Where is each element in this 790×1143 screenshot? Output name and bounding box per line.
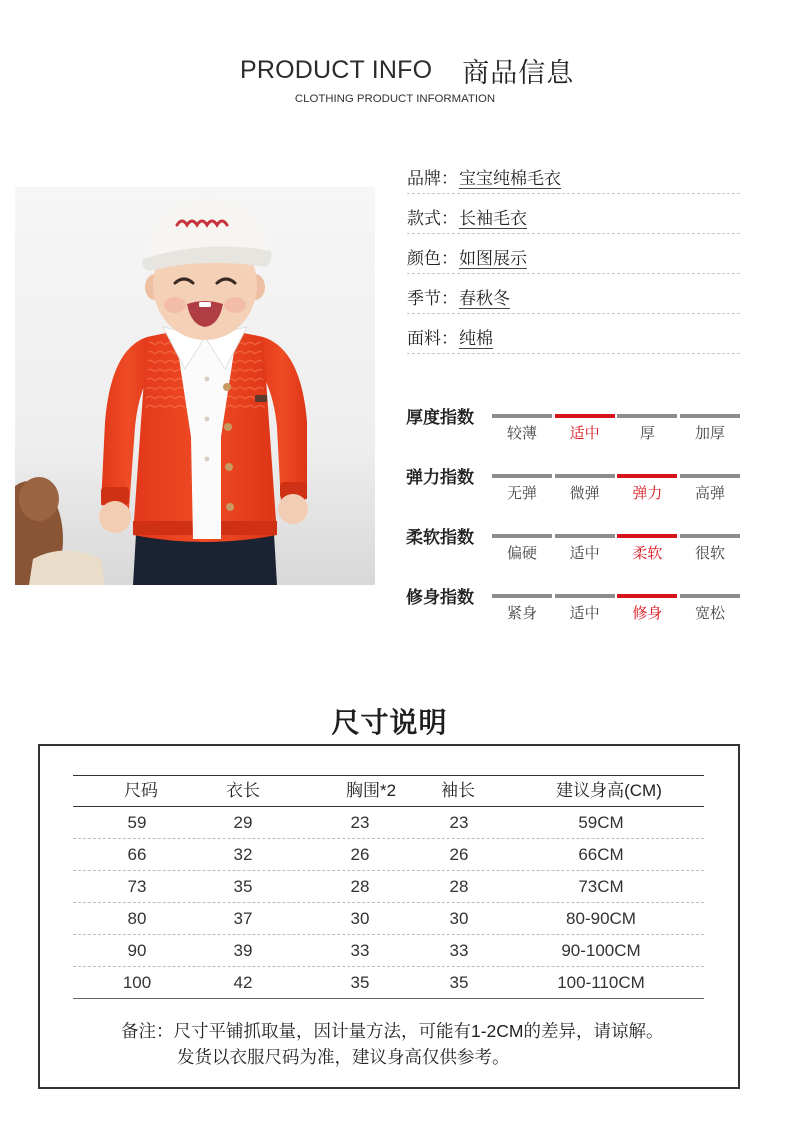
table-row	[73, 935, 704, 967]
table-header-cell: 建议身高(CM)	[556, 781, 662, 800]
size-chart-title: 尺寸说明	[331, 707, 448, 738]
index-block	[406, 526, 740, 566]
table-row	[73, 807, 704, 839]
index-bar-segment	[680, 594, 740, 598]
info-label: 颜色：	[407, 249, 458, 268]
table-cell: 37	[233, 909, 253, 928]
index-option-selected: 修身	[632, 605, 663, 622]
product-photo	[15, 187, 375, 585]
table-header-cell: 胸围*2	[345, 781, 397, 800]
product-index-list	[406, 406, 740, 636]
table-header-cell: 衣长	[226, 781, 260, 800]
table-header-row	[73, 775, 704, 807]
table-cell: 66CM	[578, 845, 624, 864]
index-option-selected: 柔软	[632, 545, 663, 562]
index-bar-segment	[680, 534, 740, 538]
index-block	[406, 466, 740, 506]
info-row	[407, 279, 740, 314]
index-option: 微弹	[569, 485, 600, 502]
index-bar-segment	[492, 594, 552, 598]
index-bar-segment-selected	[617, 594, 677, 598]
size-note-line-1: 备注：尺寸平铺抓取量，因计量方法，可能有1-2CM的差异，请谅解。	[121, 1021, 664, 1041]
table-cell: 66	[127, 845, 147, 864]
info-row	[407, 239, 740, 274]
table-cell: 23	[350, 813, 370, 832]
index-option: 无弹	[506, 485, 537, 502]
info-row	[407, 159, 740, 194]
info-label: 款式：	[407, 209, 458, 228]
table-cell: 100	[122, 973, 152, 992]
table-cell: 30	[449, 909, 469, 928]
index-option: 适中	[569, 605, 600, 622]
index-option: 较薄	[506, 425, 537, 442]
size-note-line-2: 发货以衣服尺码为准，建议身高仅供参考。	[177, 1047, 510, 1067]
index-option-selected: 弹力	[632, 485, 663, 502]
index-block	[406, 586, 740, 626]
index-bar-segment	[617, 414, 677, 418]
page-title-cn: 商品信息	[462, 57, 575, 88]
table-cell: 80-90CM	[566, 909, 636, 928]
index-bar-segment	[492, 534, 552, 538]
table-row	[73, 871, 704, 903]
index-bar-segment	[555, 534, 615, 538]
index-option: 很软	[694, 545, 725, 562]
index-bar-segment	[555, 594, 615, 598]
index-bar-segment	[680, 414, 740, 418]
info-value: 纯棉	[459, 329, 493, 348]
index-option: 宽松	[694, 605, 725, 622]
table-cell: 59CM	[578, 813, 624, 832]
page-title-en: PRODUCT INFO	[240, 55, 433, 84]
info-value: 春秋冬	[459, 289, 510, 308]
table-cell: 73	[127, 877, 147, 896]
table-cell: 100-110CM	[557, 973, 645, 992]
index-option: 紧身	[506, 605, 537, 622]
table-cell: 26	[449, 845, 469, 864]
table-cell: 28	[350, 877, 370, 896]
table-cell: 59	[127, 813, 147, 832]
index-bar-segment	[492, 474, 552, 478]
table-cell: 80	[127, 909, 147, 928]
table-cell: 23	[449, 813, 469, 832]
index-option: 适中	[569, 545, 600, 562]
index-bar-segment	[555, 474, 615, 478]
index-option: 偏硬	[506, 545, 537, 562]
table-cell: 33	[350, 941, 370, 960]
table-cell: 73CM	[578, 877, 624, 896]
index-block	[406, 406, 740, 446]
table-cell: 32	[233, 845, 253, 864]
page-subtitle: CLOTHING PRODUCT INFORMATION	[294, 93, 496, 105]
table-row	[73, 903, 704, 935]
index-bar-segment-selected	[617, 534, 677, 538]
table-cell: 35	[233, 877, 253, 896]
index-option: 厚	[639, 425, 655, 442]
table-cell: 29	[233, 813, 253, 832]
table-row	[73, 967, 704, 999]
info-value: 长袖毛衣	[459, 209, 527, 228]
table-cell: 33	[449, 941, 469, 960]
index-bar-segment-selected	[617, 474, 677, 478]
table-cell: 28	[449, 877, 469, 896]
info-label: 品牌：	[407, 169, 458, 188]
info-value: 宝宝纯棉毛衣	[459, 169, 561, 188]
index-label: 厚度指数	[406, 408, 474, 427]
info-row	[407, 319, 740, 354]
table-cell: 42	[233, 973, 253, 992]
info-label: 季节：	[407, 289, 458, 308]
index-bar-segment-selected	[555, 414, 615, 418]
table-row	[73, 839, 704, 871]
table-cell: 39	[233, 941, 253, 960]
page-title	[240, 53, 574, 87]
index-label: 修身指数	[406, 588, 474, 607]
info-row	[407, 199, 740, 234]
index-option: 高弹	[694, 485, 725, 502]
index-option-selected: 适中	[569, 425, 600, 442]
index-option: 加厚	[694, 425, 725, 442]
table-cell: 26	[350, 845, 370, 864]
index-label: 柔软指数	[406, 528, 474, 547]
index-label: 弹力指数	[406, 468, 474, 487]
info-value: 如图展示	[459, 249, 527, 268]
table-cell: 90-100CM	[561, 941, 641, 960]
table-header-cell: 袖长	[441, 781, 475, 800]
index-bar-segment	[492, 414, 552, 418]
table-cell: 90	[127, 941, 147, 960]
table-cell: 35	[350, 973, 370, 992]
size-table	[73, 775, 704, 999]
table-cell: 35	[449, 973, 469, 992]
table-cell: 30	[350, 909, 370, 928]
index-bar-segment	[680, 474, 740, 478]
info-label: 面料：	[407, 329, 458, 348]
product-info-list	[407, 159, 740, 359]
table-header-cell: 尺码	[124, 781, 158, 800]
